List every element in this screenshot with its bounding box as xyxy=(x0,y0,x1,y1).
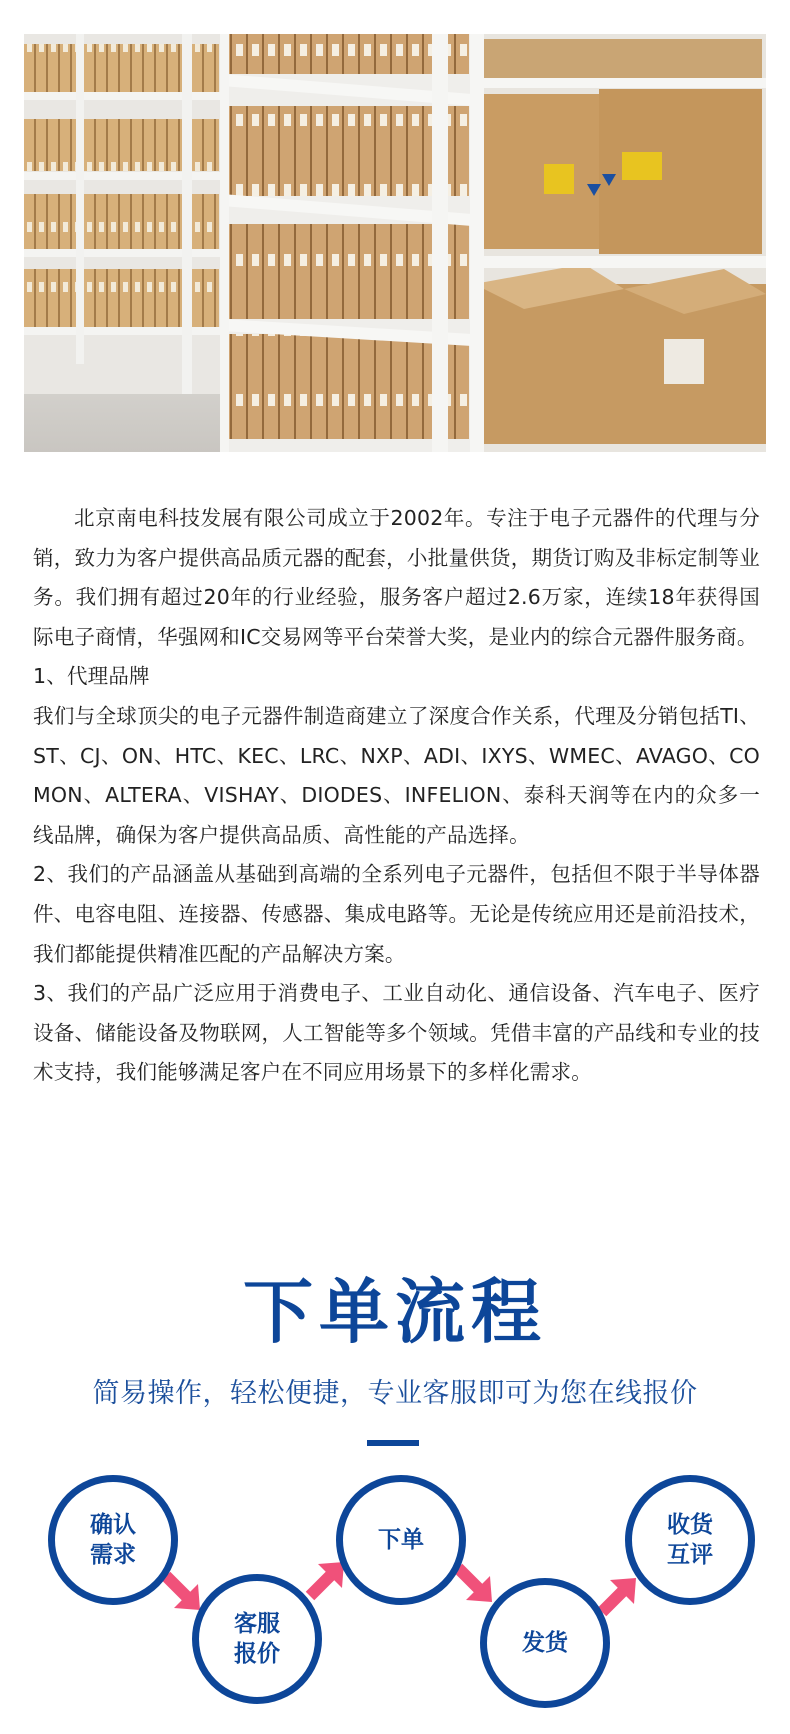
process-subtitle: 简易操作，轻松便捷，专业客服即可为您在线报价 xyxy=(92,1378,698,1409)
step-service-quote: 客服 报价 xyxy=(192,1574,322,1704)
intro-paragraph: 北京南电科技发展有限公司成立于2002年。专注于电子元器件的代理与分销，致力为客户提供高品质元器的配套，小批量供货，期货订购及非标定制等业务。我们拥有超过20年的行业经验，服务客户超过2.6万家，连续18年获得国际电子商情，华强网和IC交易网等平台荣誉大奖，是业内的综合元器件服务商。 xyxy=(33,506,760,649)
section-heading-brands: 1、代理品牌 xyxy=(33,664,150,689)
intro-paragraph: 我们与全球顶尖的电子元器件制造商建立了深度合作关系，代理及分销包括TI、ST、CJ、ON、HTC、KEC、LRC、NXP、ADI、IXYS、WMEC、AVAGO、COMON、ALTERA、VISHAY、DIODES、INFELION、泰科天润等在内的众多一线品牌，确保为客户提供高品质、高性能的产品选择。 xyxy=(33,703,760,847)
intro-paragraph: 3、我们的产品广泛应用于消费电子、工业自动化、通信设备、汽车电子、医疗设备、储能设备及物联网，人工智能等多个领域。凭借丰富的产品线和专业的技术支持，我们能够满足客户在不同应用场景下的多样化需求。 xyxy=(33,981,760,1085)
intro-paragraph: 2、我们的产品涵盖从基础到高端的全系列电子元器件，包括但不限于半导体器件、电容电阻、连接器、传感器、集成电路等。无论是传统应用还是前沿技术，我们都能提供精准匹配的产品解决方案。 xyxy=(33,862,760,966)
company-intro xyxy=(33,499,760,1093)
step-ship: 发货 xyxy=(480,1578,610,1708)
step-confirm-needs: 确认 需求 xyxy=(48,1475,178,1605)
arrow-icon xyxy=(596,1574,640,1618)
title-divider xyxy=(367,1440,419,1446)
warehouse-photo xyxy=(24,34,766,452)
process-title: 下单流程 xyxy=(243,1271,547,1353)
step-receive-review: 收货 互评 xyxy=(625,1475,755,1605)
step-place-order: 下单 xyxy=(336,1475,466,1605)
